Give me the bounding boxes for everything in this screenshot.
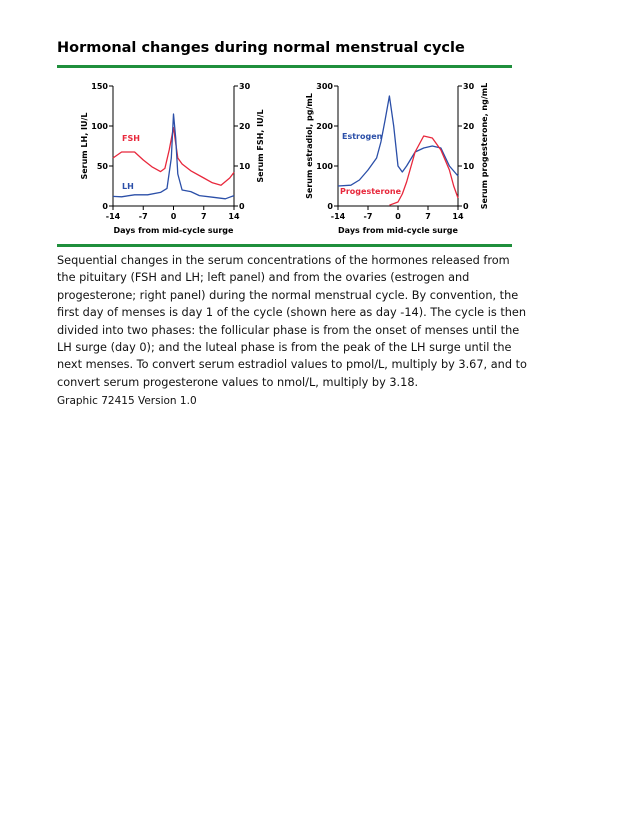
y-tick-label-left: 100 <box>91 122 108 131</box>
pituitary-hormone-chart <box>80 82 265 235</box>
y-tick-label-left: 50 <box>96 162 108 171</box>
x-tick-label: 14 <box>452 212 464 221</box>
y-tick-label-right: 30 <box>463 82 475 91</box>
x-tick-label: -7 <box>138 212 148 221</box>
ovarian-hormone-chart <box>305 82 489 235</box>
graphic-version: Graphic 72415 Version 1.0 <box>57 395 197 407</box>
series-label-fsh: FSH <box>122 134 140 143</box>
x-tick-label: -14 <box>330 212 346 221</box>
series-label-progesterone: Progesterone <box>340 187 402 196</box>
y-tick-label-right: 10 <box>463 162 475 171</box>
page-title: Hormonal changes during normal menstrual cycle <box>57 40 465 56</box>
y-tick-label-right: 20 <box>463 122 475 131</box>
x-tick-label: 7 <box>425 212 431 221</box>
y-tick-label-right: 0 <box>463 202 469 211</box>
x-tick-label: -14 <box>105 212 121 221</box>
hormone-charts <box>57 68 512 244</box>
x-tick-label: -7 <box>363 212 373 221</box>
y-tick-label-right: 30 <box>239 82 251 91</box>
y-tick-label-right: 20 <box>239 122 251 131</box>
y-tick-label-left: 200 <box>316 122 333 131</box>
x-axis-label: Days from mid-cycle surge <box>113 226 234 235</box>
y-tick-label-left: 0 <box>102 202 108 211</box>
y-axis-label-left: Serum estradiol, pg/mL <box>305 93 314 199</box>
y-tick-label-right: 0 <box>239 202 245 211</box>
y-tick-label-left: 0 <box>327 202 333 211</box>
x-tick-label: 7 <box>200 212 207 221</box>
y-axis-label-left: Serum LH, IU/L <box>80 112 89 180</box>
y-tick-label-right: 10 <box>239 162 251 171</box>
x-tick-label: 14 <box>228 212 240 221</box>
series-label-estrogen: Estrogen <box>342 132 383 141</box>
y-tick-label-left: 150 <box>91 82 108 91</box>
y-axis-label-right: Serum progesterone, ng/mL <box>480 82 489 210</box>
bottom-divider <box>57 244 512 247</box>
figure-caption: Sequential changes in the serum concentrations of the hormones released from the pituitary (FSH and LH; left panel) and from the ovaries (estrogen and progesterone; right panel) during the normal menstrual cycle. By convention, the first day of menses is day 1 of the cycle (shown here as day -14). The cycle is then divided into two phases: the follicular phase is from the onset of menses until the LH surge (day 0); and the luteal phase is from the peak of the LH surge until the next menses. To convert serum estradiol values to pmol/L, multiply by 3.67, and to convert serum progesterone values to nmol/L, multiply by 3.18. <box>57 254 527 389</box>
y-tick-label-left: 100 <box>316 162 333 171</box>
y-tick-label-left: 300 <box>316 82 333 91</box>
series-line-estrogen <box>338 96 458 186</box>
x-tick-label: 0 <box>170 212 177 221</box>
y-axis-label-right: Serum FSH, IU/L <box>256 109 265 183</box>
x-tick-label: 0 <box>395 212 401 221</box>
series-label-lh: LH <box>122 182 134 191</box>
x-axis-label: Days from mid-cycle surge <box>338 226 458 235</box>
